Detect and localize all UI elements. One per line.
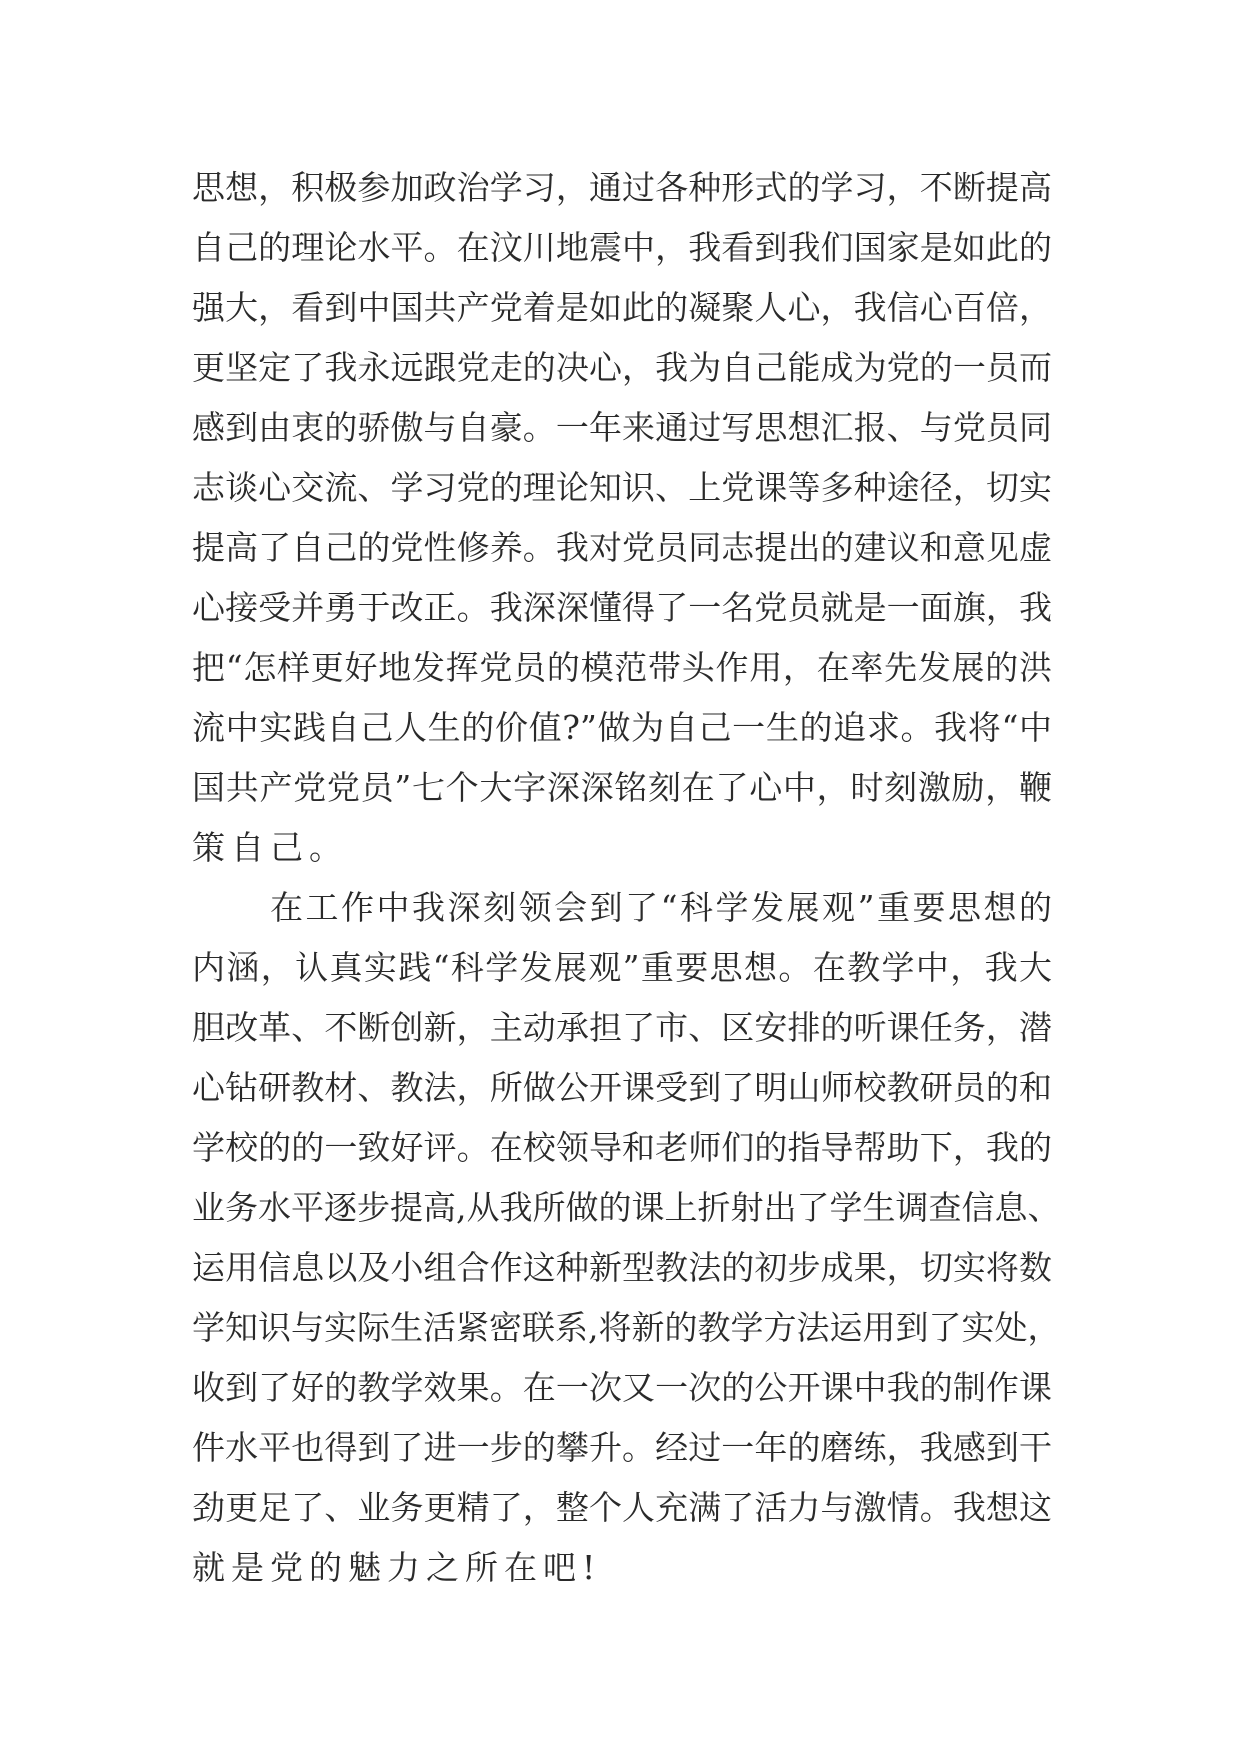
text-line: 提高了自己的党性修养。我对党员同志提出的建议和意见虚 [192,528,1052,567]
text-line: 把“怎样更好地发挥党员的模范带头作用，在率先发展的洪 [192,648,1052,687]
text-line: 在工作中我深刻领会到了“科学发展观”重要思想的 [270,888,1052,927]
text-line: 流中实践自己人生的价值?”做为自己一生的追求。我将“中 [192,708,1052,747]
text-line: 更坚定了我永远跟党走的决心，我为自己能成为党的一员而 [192,348,1052,387]
text-line: 心接受并勇于改正。我深深懂得了一名党员就是一面旗，我 [192,588,1052,627]
text-line: 学校的的一致好评。在校领导和老师们的指导帮助下，我的 [192,1128,1052,1167]
text-line: 胆改革、不断创新，主动承担了市、区安排的听课任务，潜 [192,1008,1052,1047]
text-line: 思想，积极参加政治学习，通过各种形式的学习，不断提高 [192,168,1052,207]
paragraph-2 [192,878,1061,1598]
text-line: 就是党的魅力之所在吧! [192,1548,602,1587]
text-line: 自己的理论水平。在汶川地震中，我看到我们国家是如此的 [192,228,1052,267]
text-line: 感到由衷的骄傲与自豪。一年来通过写思想汇报、与党员同 [192,408,1052,447]
paragraph-1 [192,158,1052,878]
document-body [192,158,1061,1598]
text-line: 件水平也得到了进一步的攀升。经过一年的磨练，我感到干 [192,1428,1052,1467]
text-line: 内涵，认真实践“科学发展观”重要思想。在教学中，我大 [192,948,1052,987]
text-line: 收到了好的教学效果。在一次又一次的公开课中我的制作课 [192,1368,1052,1407]
text-line: 学知识与实际生活紧密联系,将新的教学方法运用到了实处， [192,1308,1061,1347]
text-line: 国共产党党员”七个大字深深铭刻在了心中，时刻激励，鞭 [192,768,1052,807]
text-line: 运用信息以及小组合作这种新型教法的初步成果，切实将数 [192,1248,1052,1287]
text-line: 劲更足了、业务更精了，整个人充满了活力与激情。我想这 [192,1488,1052,1527]
text-line: 志谈心交流、学习党的理论知识、上党课等多种途径，切实 [192,468,1052,507]
text-line: 策自己。 [192,828,348,867]
text-line: 业务水平逐步提高,从我所做的课上折射出了学生调查信息、 [192,1188,1061,1227]
text-line: 心钻研教材、教法，所做公开课受到了明山师校教研员的和 [192,1068,1052,1107]
text-line: 强大，看到中国共产党着是如此的凝聚人心，我信心百倍， [192,288,1052,327]
